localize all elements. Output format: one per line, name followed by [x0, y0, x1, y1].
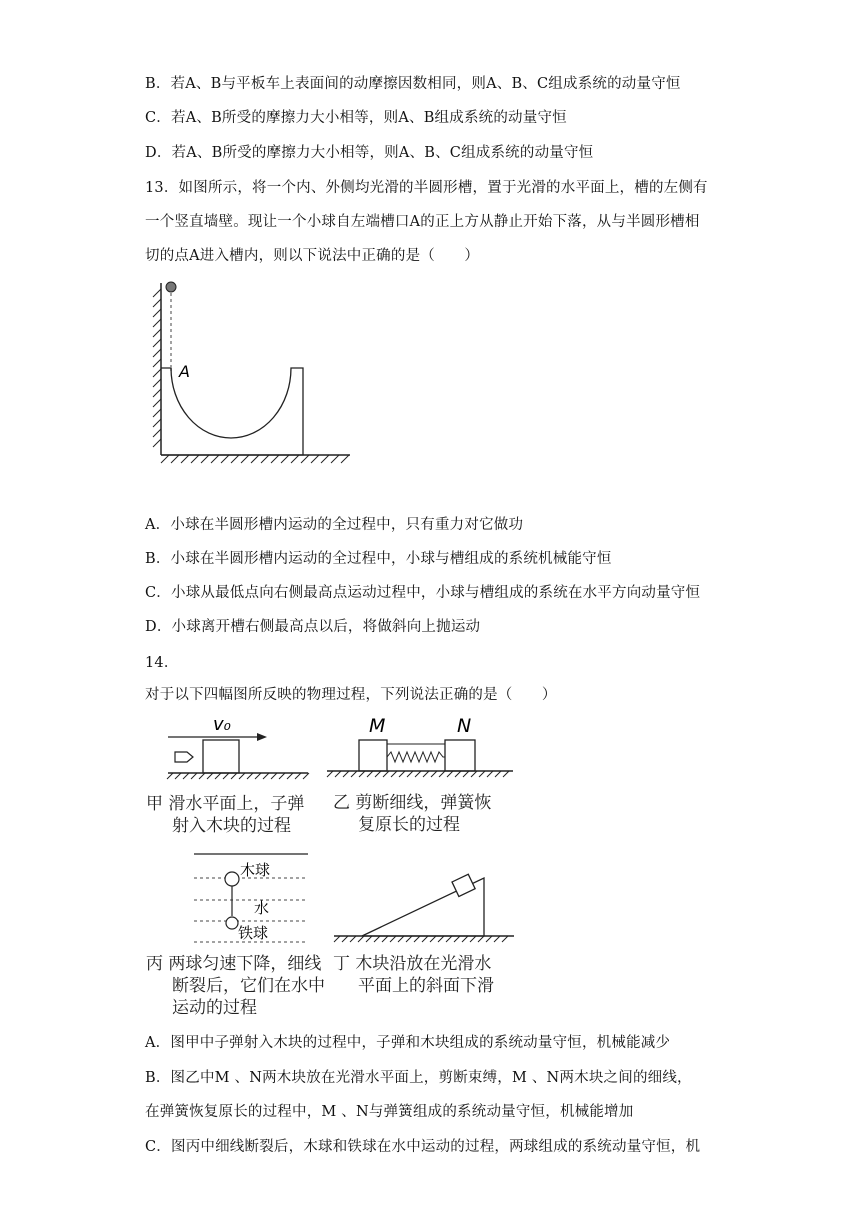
q14-option-b-line-2: 在弹簧恢复原长的过程中，M 、N与弹簧组成的系统动量守恒，机械能增加	[145, 1104, 634, 1120]
q14-fig-ding	[332, 868, 517, 948]
q13-option-a: A．小球在半圆形槽内运动的全过程中，只有重力对它做功	[145, 517, 524, 533]
q13-stem-line-1: 13．如图所示，将一个内、外侧均光滑的半圆形槽，置于光滑的水平面上，槽的左侧有	[145, 180, 708, 196]
v0-label: v₀	[213, 714, 231, 735]
q13-groove-figure	[145, 275, 360, 470]
q14-fig-ding-caption-2: 平面上的斜面下滑	[358, 976, 494, 996]
water-label: 水	[254, 899, 270, 917]
q14-fig-bing-caption-3: 运动的过程	[172, 998, 257, 1018]
q13-stem-line-3: 切的点A进入槽内，则以下说法中正确的是（ ）	[145, 248, 480, 264]
q13-option-c: C．小球从最低点向右侧最高点运动过程中，小球与槽组成的系统在水平方向动量守恒	[145, 585, 701, 601]
q12-option-d: D．若A、B所受的摩擦力大小相等，则A、B、C组成系统的动量守恒	[145, 145, 594, 161]
q14-option-b-line-1: B．图乙中M 、N两木块放在光滑水平面上，剪断束缚，M 、N两木块之间的细线，	[145, 1070, 692, 1086]
q14-fig-jia	[163, 712, 311, 782]
q14-stem: 对于以下四幅图所反映的物理过程，下列说法正确的是（ ）	[145, 687, 557, 703]
q14-fig-bing-caption-1: 丙 两球匀速下降，细线	[146, 954, 322, 974]
q14-fig-jia-caption-2: 射入木块的过程	[172, 816, 291, 836]
q13-option-b: B．小球在半圆形槽内运动的全过程中，小球与槽组成的系统机械能守恒	[145, 551, 612, 567]
q14-fig-yi-caption-2: 复原长的过程	[358, 815, 460, 835]
q14-fig-yi-caption-1: 乙 剪断细线，弹簧恢	[333, 793, 492, 813]
m-label: M	[369, 715, 386, 737]
q14-fig-bing-caption-2: 断裂后，它们在水中	[172, 976, 325, 996]
q13-point-a-label: A	[179, 362, 190, 381]
q14-fig-yi	[325, 712, 515, 782]
q14-fig-ding-caption-1: 丁 木块沿放在光滑水	[333, 954, 492, 974]
q14-option-a: A．图甲中子弹射入木块的过程中，子弹和木块组成的系统动量守恒，机械能减少	[145, 1035, 671, 1051]
q14-option-c: C．图丙中细线断裂后，木球和铁球在水中运动的过程，两球组成的系统动量守恒，机	[145, 1139, 701, 1155]
q12-option-c: C．若A、B所受的摩擦力大小相等，则A、B组成系统的动量守恒	[145, 110, 567, 126]
q12-option-b: B．若A、B与平板车上表面间的动摩擦因数相同，则A、B、C组成系统的动量守恒	[145, 76, 681, 92]
iron-ball-label: 铁球	[238, 924, 269, 942]
q13-stem-line-2: 一个竖直墙壁。现让一个小球自左端槽口A的正上方从静止开始下落，从与半圆形槽相	[145, 214, 700, 230]
q14-fig-jia-caption-1: 甲 滑水平面上，子弹	[146, 794, 305, 814]
wood-ball-label: 木球	[240, 861, 271, 879]
n-label: N	[457, 715, 472, 737]
q14-number: 14．	[145, 655, 179, 671]
q14-fig-bing	[190, 850, 310, 950]
q13-option-d: D．小球离开槽右侧最高点以后，将做斜向上抛运动	[145, 619, 481, 635]
